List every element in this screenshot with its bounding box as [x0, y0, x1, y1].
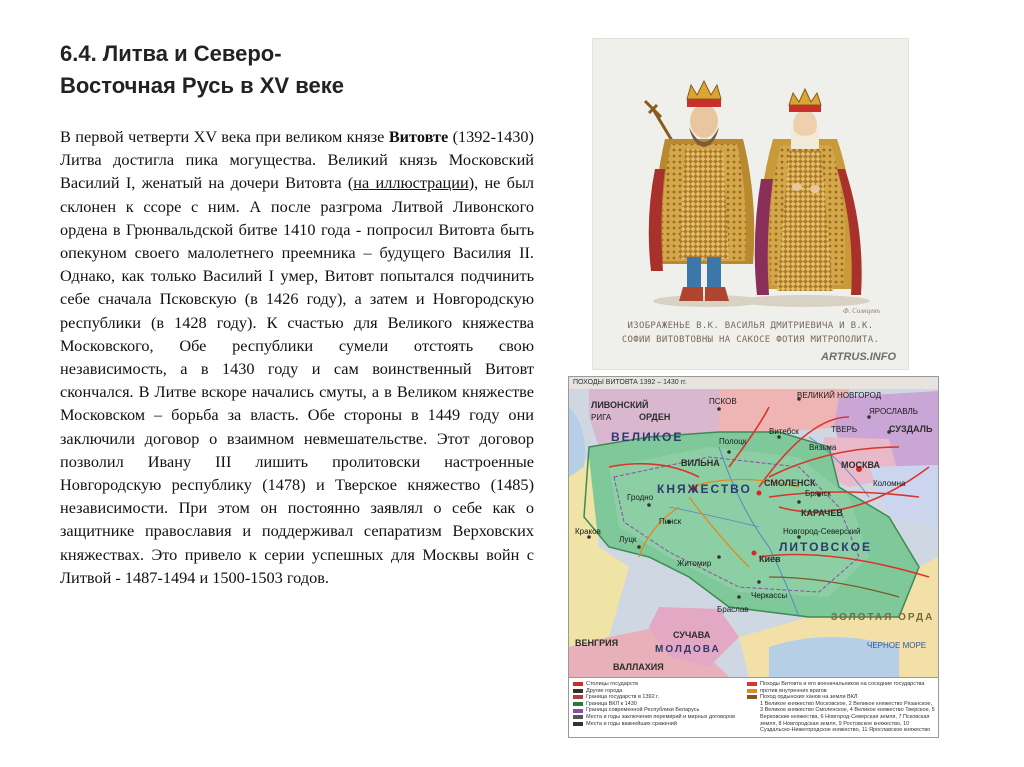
map-header: ПОХОДЫ ВИТОВТА 1392 – 1430 гг. [569, 377, 938, 389]
map-label-vyazma: Вязьма [809, 443, 837, 452]
legend-item [747, 681, 935, 688]
map-label-krakov: Краков [575, 527, 601, 536]
body-text-run: (1392-1430) Литва достигла пика могущества. Великий князь Московский Василий I, женатый на дочери Витовта ( [60, 127, 534, 193]
map-label-vilna: ВИЛЬНА [681, 458, 720, 468]
legend-item [573, 694, 743, 701]
legend-label: 1 Великое княжество Московское, 2 Великое княжество Рязанское, 3 Великое княжество Смоленское, 4 Великое княжество Тверское, 5 Верховские княжества, 6 Новгород-Северская земля, 7 Псковская земля, 8 Новгородская земля, 9 Ростовское княжество, 10 Суздальско-Нижегородское княжество, 11 Ярославское княжество [760, 700, 935, 734]
illustration-caption [593, 319, 908, 347]
map-label-pskov: ПСКОВ [709, 397, 737, 406]
map-label-livonskiy: ЛИВОНСКИЙ [591, 400, 649, 410]
legend-swatch [573, 715, 583, 719]
legend-swatch [747, 715, 757, 719]
map-label-bryansk: Брянск [805, 489, 831, 498]
map-label-breslav: Браслав [717, 605, 749, 614]
legend-item [747, 688, 935, 695]
legend-swatch [573, 709, 583, 713]
legend-label: Места и годы заключения перемирий и мирных договоров [586, 713, 736, 720]
map-label-vitebsk: Витебск [769, 427, 799, 436]
legend-item [573, 721, 743, 728]
legend-column-2 [747, 681, 935, 734]
legend-item [573, 681, 743, 688]
slide-title [60, 38, 500, 102]
map-label-kolomna: Коломна [873, 479, 906, 488]
legend-item [747, 701, 935, 734]
map-label-novgorod-severskiy: Новгород-Северский [783, 527, 861, 536]
map-label-zhitomir: Житомир [677, 559, 712, 568]
map-label-cherkassy: Черкассы [751, 591, 788, 600]
body-paragraph [60, 125, 534, 589]
legend-item [747, 694, 935, 701]
legend-item [573, 714, 743, 721]
legend-label: Граница государств в 1392 г. [586, 694, 660, 701]
sofia-figure [755, 89, 862, 295]
map-label-litovskoe: ЛИТОВСКОЕ [779, 540, 872, 554]
legend-label: Поход ордынских ханов на земли ВКЛ [760, 694, 858, 701]
map-label-vallahiya: ВАЛЛАХИЯ [613, 662, 664, 672]
map-label-karachev: КАРАЧЕВ [801, 508, 843, 518]
map-legend [569, 677, 938, 738]
map-label-riga: РИГА [591, 413, 612, 422]
map-label-zolotaya-orda: ЗОЛОТАЯ ОРДА [831, 612, 935, 623]
legend-swatch [573, 695, 583, 699]
legend-label: Другие города [586, 687, 623, 694]
map-label-pinsk: Пинск [659, 517, 682, 526]
caption-line-2: СОФИИ ВИТОВТОВНЫ НА САКОСЕ ФОТИЯ МИТРОПОЛИТА. [621, 335, 880, 345]
legend-swatch [573, 682, 583, 686]
legend-column-1 [573, 681, 743, 727]
caption-line-1: ИЗОБРАЖЕНЬЕ В.К. ВАСИЛЬЯ ДМИТРИЕВИЧА И В.К. [627, 321, 874, 331]
map-label-orden: ОРДЕН [639, 412, 671, 422]
legend-item [573, 707, 743, 714]
map-label-suzdal: СУЗДАЛЬ [889, 424, 933, 434]
body-text-run: ), не был склонен к ссоре с ним. А после разгрома Литвой Ливонского ордена в Грюнвальдской битве 1410 года - попросил Витовта быть опекуном своего малолетнего преемника – будущего Василия II. Однако, как только Василий I умер, Витовт попытался подчинить себе сначала Псковскую (в 1426 году), а затем и Новгородскую республики (в 1428 году). К счастью для Великого княжества Московского, Обе республики сумели отстоять свою независимость, а в 1430 году и сам воинственный Витовт скончался. В Литве вскоре начались смуты, а в Великом княжестве Московском – борьба за власть. Обе стороны в 1449 году они заключили договор о взаимном невмешательстве. Этот договор позволил Ивану III лишить пролитовски настроенные Новгородскую республику (1478) и Тверское княжество (1485) независимости. При этом он постоянно заявлял о себе как о защитнике православия и поддерживал сепаратизм Верховских княжествах. Это привело к серии успешных для Москвы войн с Литвой - 1487-1494 и 1500-1503 годов. [60, 173, 535, 587]
legend-swatch [573, 722, 583, 726]
map-drawing [569, 377, 938, 677]
map-label-polotsk: Полоцк [719, 437, 747, 446]
legend-swatch [573, 689, 583, 693]
map-label-grodno: Гродно [627, 493, 654, 502]
legend-item [573, 688, 743, 695]
illustration-signature: Ф. Солнцевъ [842, 307, 880, 315]
legend-swatch [573, 702, 583, 706]
map-label-tver: ТВЕРЬ [831, 425, 858, 434]
map-label-knyazhestvo: КНЯЖЕСТВО [657, 482, 752, 496]
title-line-1: 6.4. Литва и Северо- [60, 41, 282, 66]
legend-label: Граница ВКЛ к 1430 [586, 700, 637, 707]
vasily-figure [645, 81, 754, 301]
map-label-velikiy-novgorod: ВЕЛИКИЙ НОВГОРОД [797, 391, 882, 400]
historical-map [568, 376, 939, 738]
map-label-kiev: Киев [759, 554, 781, 564]
watermark: ARTRUS.INFO [821, 351, 896, 363]
body-text-run: В первой четверти XV века при великом князе [60, 127, 389, 146]
legend-label: против внутренних врагов [760, 687, 827, 694]
legend-swatch [747, 682, 757, 686]
legend-swatch [747, 689, 757, 693]
map-label-yaroslavl: ЯРОСЛАВЛЬ [869, 407, 919, 416]
map-label-velikoe: ВЕЛИКОЕ [611, 430, 684, 444]
body-bold-run: Витовте [388, 127, 449, 146]
legend-label: Места и годы важнейших сражений [586, 720, 677, 727]
map-label-moskva: МОСКВА [841, 460, 881, 470]
legend-label: Столицы государств [586, 681, 639, 687]
illustration-vasily-sofia [592, 38, 909, 370]
map-label-suceava: СУЧАВА [673, 630, 711, 640]
title-line-2: Восточная Русь в XV веке [60, 73, 344, 98]
legend-label: Граница современной Республики Беларусь [586, 707, 700, 714]
legend-swatch [747, 695, 757, 699]
map-label-vengriya: ВЕНГРИЯ [575, 638, 619, 648]
map-label-lutsk: Луцк [619, 535, 637, 544]
map-label-moldova: МОЛДОВА [655, 644, 721, 655]
illustration-link[interactable]: на иллюстрации [353, 173, 469, 193]
map-label-smolensk: СМОЛЕНСК [764, 478, 816, 488]
map-label-chernoe-more: ЧЕРНОЕ МОРЕ [867, 641, 927, 650]
legend-label: Походы Витовта и его военачальников на соседние государства [760, 681, 925, 687]
